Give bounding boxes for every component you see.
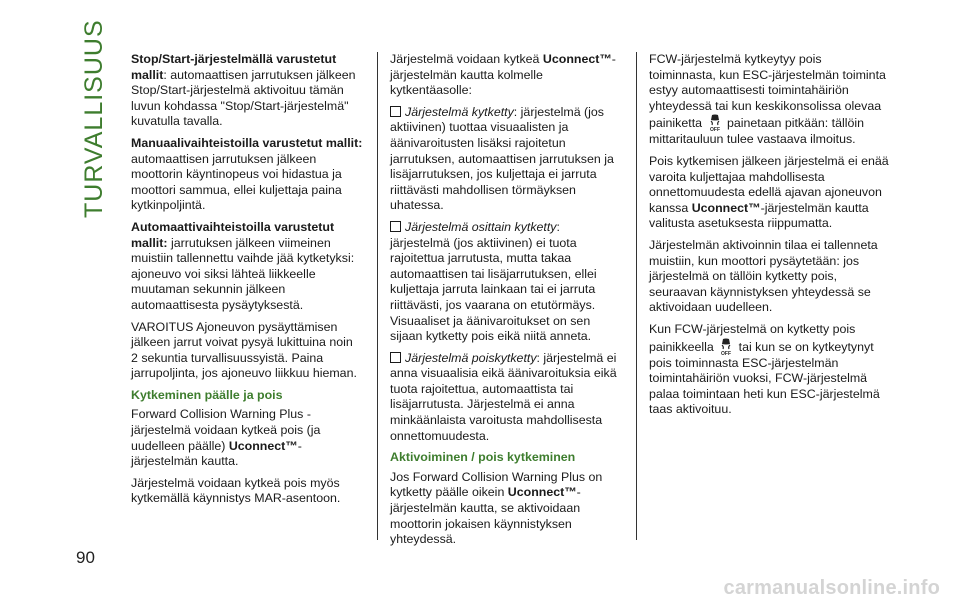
esc-off-icon	[719, 338, 733, 356]
warning-paragraph: VAROITUS Ajoneuvon pysäyttämisen jälkeen jarrut voivat pysyä lukittuina noin 2 sekuntia turvallisuussyistä. Paina jarrupoljinta, jos ajoneuvo liikkuu hieman.	[131, 319, 357, 381]
svg-text:OFF: OFF	[721, 350, 732, 356]
checkbox-square-icon	[390, 352, 401, 363]
paragraph: Järjestelmä voidaan kytkeä Uconnect™-järjestelmän kautta kolmelle kytkentäasolle:	[390, 52, 616, 98]
paragraph: Forward Collision Warning Plus -järjestelmä voidaan kytkeä pois (ja uudelleen päälle) Uconnect™-järjestelmän kautta.	[131, 407, 321, 469]
section-heading: Aktivoiminen / pois kytkeminen	[390, 450, 576, 465]
esc-off-icon	[708, 114, 722, 132]
paragraph: Jos Forward Collision Warning Plus on kytketty päälle oikein Uconnect™-järjestelmän kautta, se aktivoidaan moottorin jokaisen käynnistyksen yhteydessä.	[390, 469, 603, 547]
page-number: 90	[76, 548, 95, 567]
option-item: Järjestelmä poiskytketty: järjestelmä ei anna visuaalisia eikä äänivaroituksia eikä tuota rajoitettua, automaattista tai lisäjarrutusta. Järjestelmä ei anna minkäänlaista varoitusta mahdollisesta onnettomuudesta.	[390, 350, 617, 443]
paragraph: Järjestelmän aktivoinnin tilaa ei tallenneta muistiin, kun moottori pysäytetään: jos järjestelmä on tällöin kytketty pois, seuraavan käynnistyksen yhteydessä se aktivoidaan uudelleen.	[649, 237, 878, 315]
paragraph: FCW-järjestelmä kytkeytyy pois toiminnasta, kun ESC-järjestelmän toiminta estyy automaattisesti toimintahäiriön yhteydessä tai kun keskikonsolissa olevaa painiketta OFF painetaan pitkään: tällöin mittaritauluun tulee vastaava ilmoitus.	[649, 52, 886, 147]
paragraph: Manuaalivaihteistoilla varustetut mallit: automaattisen jarrutuksen jälkeen moottorin käyntinopeus voi hidastua ja moottori sammua, ellei kuljettaja paina kytkinpoljintä.	[131, 135, 363, 213]
paragraph: Kun FCW-järjestelmä on kytketty pois painikkeella OFF tai kun se on kytkeytynyt pois toiminnasta ESC-järjestelmän toimintahäiriön vuoksi, FCW-järjestelmä palaa toimintaan heti kun ESC-järjestelmä taas aktivoituu.	[649, 321, 880, 417]
column-divider	[636, 52, 637, 540]
paragraph: Stop/Start-järjestelmällä varustetut mallit: automaattisen jarrutuksen jälkeen Stop/Start-järjestelmä aktivoituu tämän luvun kohdassa "Stop/Start-järjestelmä" kuvatulla tavalla.	[131, 52, 356, 129]
column-divider	[377, 52, 378, 540]
column-1	[131, 52, 363, 513]
section-side-title: TURVALLISUUS	[80, 19, 108, 218]
checkbox-square-icon	[390, 106, 401, 117]
section-heading: Kytkeminen päälle ja pois	[131, 387, 283, 402]
watermark: carmanualsonline.info	[723, 577, 940, 599]
paragraph: Pois kytkemisen jälkeen järjestelmä ei enää varoita kuljettajaa mahdollisesta onnettomuudesta edellä ajavan ajoneuvon kanssa Uconnect™-järjestelmän kautta valitusta asetuksesta riippumatta.	[649, 153, 889, 231]
checkbox-square-icon	[390, 221, 401, 232]
option-item: Järjestelmä osittain kytketty: järjestelmä (jos aktiivinen) ei tuota rajoitettua jarrutusta, mutta takaa automaattisen tai lisäjarrutuksen, ellei kuljettaja jarruta lainkaan tai ei jarruta riittävästi, jos vaarana on etutörmäys. Visuaaliset ja äänivaroitukset on sen sijaan kytketty pois eikä niitä anneta.	[390, 219, 597, 344]
svg-text:OFF: OFF	[709, 127, 720, 133]
paragraph: Automaattivaihteistoilla varustetut mallit: jarrutuksen jälkeen viimeinen muistiin tallennettu vaihde jää kytketyksi: ajoneuvo voi siksi lähteä liikkeelle muutaman sekunnin jälkeen automaattisesta pysäytyksestä.	[131, 219, 355, 312]
option-item: Järjestelmä kytketty: järjestelmä (jos aktiivinen) tuottaa visuaalisten ja äänivaroitusten lisäksi rajoitetun jarrutuksen, automaattisen jarrutuksen ja lisäjarrutuksen, jos kuljettaja ei jarruta riittävästi mahdollisen törmäyksen uhatessa.	[390, 104, 614, 213]
paragraph: Järjestelmä voidaan kytkeä pois myös kytkemällä käynnistys MAR-asentoon.	[131, 475, 341, 506]
column-2	[390, 52, 622, 554]
column-3	[649, 52, 889, 424]
